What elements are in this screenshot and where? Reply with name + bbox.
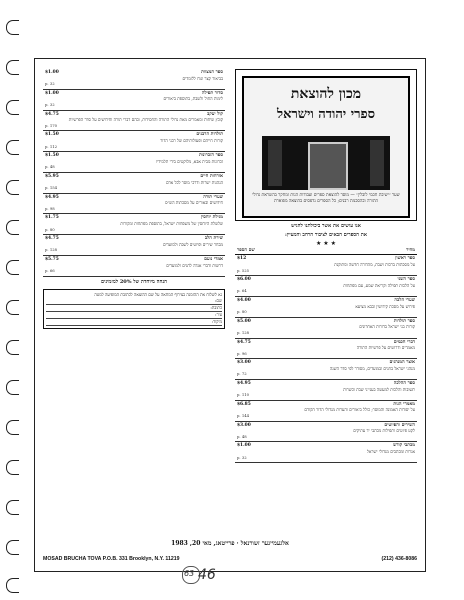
- book-description: מנהגי ישראל בחגים ובמועדים, מסודר לפי סדר השנה: [329, 365, 415, 371]
- book-entry: [43, 131, 225, 152]
- book-entry: [235, 442, 417, 463]
- binder-ring: [6, 380, 19, 395]
- binder-ring: [6, 100, 19, 115]
- book-entry: [235, 297, 417, 318]
- doorway-image: [308, 142, 348, 190]
- book-price: $4.75: [45, 111, 59, 117]
- newspaper-footer-hebrew: אלגעמיינער זשורנאל · פרייטאג, מאי 20, 1983: [171, 540, 289, 547]
- book-description: פירוש על מסכת קידושין ובבא מציעא: [355, 303, 415, 309]
- book-description: שלשלת היוחסין של משפחות ישראל, בתוספת מפתחות ומקורות: [120, 221, 223, 227]
- book-pages: p. 32: [237, 454, 247, 460]
- book-title: סדור תפילה: [201, 90, 223, 96]
- binder-ring: [6, 180, 19, 195]
- book-title: ספר הזכרונות: [198, 153, 223, 159]
- book-description: קורות בני ישראל בדורות האחרונים: [359, 324, 415, 330]
- book-title: השירים והפיוטים: [384, 422, 415, 428]
- book-entry: [43, 173, 225, 194]
- book-entry: [43, 90, 225, 111]
- book-title: אמרי נועם: [204, 257, 223, 263]
- left-book-list: [43, 69, 225, 277]
- publisher-phone: (212) 436-8086: [381, 556, 417, 562]
- book-title: קול יעקב: [207, 111, 223, 117]
- book-entry: [43, 235, 225, 256]
- form-line: מיקוד:: [46, 319, 222, 326]
- binder-ring: [6, 540, 19, 555]
- book-pages: p. 154: [45, 185, 58, 191]
- book-description: לימות החול ולשבת, בתוספת ביאורים: [163, 96, 223, 102]
- binder-ring: [6, 578, 19, 593]
- book-description: הנהגות ישרות ודרכי מוסר לכל אדם: [166, 179, 223, 185]
- order-form: [43, 289, 225, 329]
- book-price: $6.00: [237, 277, 251, 283]
- book-title: תולדות הרבנים: [196, 132, 223, 138]
- handwritten-page-number: 46: [198, 567, 216, 583]
- book-price: $5.00: [237, 318, 251, 324]
- left-column: [43, 69, 225, 535]
- book-title: שירת הלב: [204, 236, 223, 242]
- book-description: בביאור קצר ונוח ללומדים: [182, 75, 223, 81]
- book-entry: [235, 401, 417, 422]
- stars-divider: ★ ★ ★: [316, 240, 336, 248]
- book-pages: p. 112: [45, 143, 58, 149]
- heading-title: שם הספר: [237, 247, 255, 253]
- book-price: $1.00: [45, 90, 59, 96]
- book-pages: p. 96: [237, 350, 247, 356]
- book-price: $1.50: [45, 132, 59, 138]
- book-pages: p. 64: [237, 288, 247, 294]
- form-line: כתובת:: [46, 305, 222, 312]
- book-pages: p. 32: [45, 81, 55, 87]
- book-entry: [235, 318, 417, 339]
- book-pages: p. 80: [237, 309, 247, 315]
- binder-ring: [6, 260, 19, 275]
- book-entry: [235, 422, 417, 443]
- binder-ring: [6, 20, 19, 35]
- right-book-list: [235, 255, 417, 463]
- book-pages: p. 66: [45, 268, 55, 274]
- book-pages: p. 48: [45, 164, 55, 170]
- book-title: מגילת יוחסין: [200, 215, 223, 221]
- book-pages: p. 48: [237, 433, 247, 439]
- price-list-heading: [235, 247, 417, 256]
- book-pages: p. 144: [237, 413, 250, 419]
- book-price: $4.95: [237, 381, 251, 387]
- publisher-address-footer: [43, 556, 417, 562]
- advertisement-page: [34, 58, 426, 572]
- book-title: שערי תורה: [203, 194, 223, 200]
- book-pages: p. 80: [45, 226, 55, 232]
- book-price: $1.00: [45, 70, 59, 75]
- book-entry: [235, 255, 417, 276]
- banner-caption: שער ״ישיבת חכמי לובלין״ — מוסד להוצאת ספרים ועבודות הגות ומחקר בהשראת גדולי התורה ובהסכמת רבנים; כל הספרים נדפסים בהוצאה מפוארת: [252, 193, 400, 204]
- right-subhead-line1: אנו עושים את אשר ביכולתנו להגיש: [291, 223, 361, 229]
- binder-ring: [6, 420, 19, 435]
- order-form-lines: [46, 298, 222, 326]
- book-title: אוצר המנהגים: [389, 360, 415, 366]
- book-title: ספר השני: [397, 277, 415, 283]
- book-entry: [235, 276, 417, 297]
- book-price: $12: [237, 256, 247, 262]
- book-title: ספר תולדות: [393, 318, 415, 324]
- book-description: על מסכתות ברכות ושבת, מהדורה חדשה ומתוקנת: [334, 261, 415, 267]
- book-pages: p. 170: [45, 122, 58, 128]
- book-description: דרשות ודברי אגדה לחגים ולמועדים: [166, 262, 223, 268]
- book-entry: [43, 111, 225, 132]
- book-pages: p. 72: [237, 371, 247, 377]
- book-pages: p. 110: [237, 392, 250, 398]
- book-entry: [235, 339, 417, 360]
- binder-ring: [6, 460, 19, 475]
- heading-price: מחיר: [406, 247, 415, 253]
- book-description: תשובות והלכות למעשה בענייני שבת וכשרות: [343, 386, 415, 392]
- book-price: $5.75: [45, 257, 59, 263]
- book-pages: p. 525: [237, 267, 250, 273]
- book-description: קובץ שיחות ומאמרים מאת גדולי התורה והחסידות, ובהם דברי תורה וחידושים על סדר הפרשיות: [68, 117, 223, 123]
- book-entry: [235, 359, 417, 380]
- book-title: ספר המצוות: [201, 70, 223, 75]
- publisher-address: MOSAD BRUCHA TOVA P.O.B. 331 Brooklyn, N.Y. 11219: [43, 556, 180, 562]
- binder-ring: [6, 220, 19, 235]
- banner-frame: [242, 76, 410, 218]
- book-title: אורחות חיים: [200, 173, 223, 179]
- book-price: $6.85: [237, 401, 251, 407]
- book-title: ספר ראשון: [395, 256, 415, 262]
- binder-ring: [6, 500, 19, 515]
- book-price: $1.75: [45, 215, 59, 221]
- banner-title-line1: מכון להוצאת: [290, 86, 362, 102]
- book-title: דברי חכמים: [393, 339, 415, 345]
- book-description: על יסודות האמונה והמוסר; כולל ביאורים והערות מגדולי הדור הקודם: [304, 407, 415, 413]
- book-description: קורות חייהם ופעולותיהם של רבני הדור: [160, 137, 223, 143]
- form-line: עיר:: [46, 312, 222, 319]
- banner-photo: [262, 136, 390, 190]
- book-price: $5.95: [45, 173, 59, 179]
- book-entry: [43, 256, 225, 277]
- book-pages: p. 128: [45, 247, 58, 253]
- book-description: זכרונות מבית אבא, מלוקטים בידי תלמידיו: [155, 158, 223, 164]
- book-title: ספר ההלכה: [393, 381, 415, 387]
- book-description: על הלכות תפילה וקריאת שמע, עם מפתחות: [343, 282, 415, 288]
- book-title: מכתבי קודש: [393, 443, 415, 449]
- handwritten-mark: 63: [184, 569, 195, 578]
- banner-title-line2: ספרי יהודה וישראל: [276, 107, 375, 122]
- book-pages: p. 32: [45, 101, 55, 107]
- binder-ring: [6, 140, 19, 155]
- binder-ring: [6, 60, 19, 75]
- book-description: לקט פיוטים ותפילות מכתבי יד עתיקים: [353, 428, 415, 434]
- order-form-text: נא לשלוח את ההזמנה בצירוף המחאה על שם ההוצאה לכתובת המופיעה למטה: [94, 292, 222, 298]
- book-description: חידושים ובאורים על מסכתות הש״ס: [165, 200, 223, 206]
- book-price: $4.00: [237, 297, 251, 303]
- book-entry: [43, 214, 225, 235]
- right-column: [235, 69, 417, 535]
- binder-ring: [6, 300, 19, 315]
- book-entry: [235, 380, 417, 401]
- book-price: $1.50: [45, 153, 59, 159]
- right-subhead-line2: את הספרים הבאים לציבור הרחב והמעיין:: [284, 231, 368, 238]
- book-pages: p. 98: [45, 205, 55, 211]
- book-title: שערי הלכה: [394, 297, 415, 303]
- publisher-banner: [235, 69, 417, 221]
- book-entry: [43, 69, 225, 90]
- discount-note: הנחה מיוחדת של 20% למזמינים: [101, 278, 167, 285]
- book-entry: [43, 194, 225, 215]
- book-price: $4.75: [45, 236, 59, 242]
- book-pages: p. 128: [237, 329, 250, 335]
- book-description: מבחר שירים ופיוטים לשבת ולמועדים: [162, 241, 223, 247]
- form-line: שם:: [46, 298, 222, 305]
- book-price: $3.00: [237, 360, 251, 366]
- book-price: $3.00: [237, 422, 251, 428]
- book-description: אגרות ומכתבים מגדולי ישראל: [366, 449, 415, 454]
- binder-ring: [6, 340, 19, 355]
- book-description: מאמרים ודרושים על פרשיות התורה: [356, 345, 415, 351]
- book-price: $4.95: [45, 194, 59, 200]
- book-price: $1.00: [237, 443, 251, 449]
- book-title: מאמרי הגות: [393, 401, 415, 407]
- book-entry: [43, 152, 225, 173]
- book-price: $4.75: [237, 339, 251, 345]
